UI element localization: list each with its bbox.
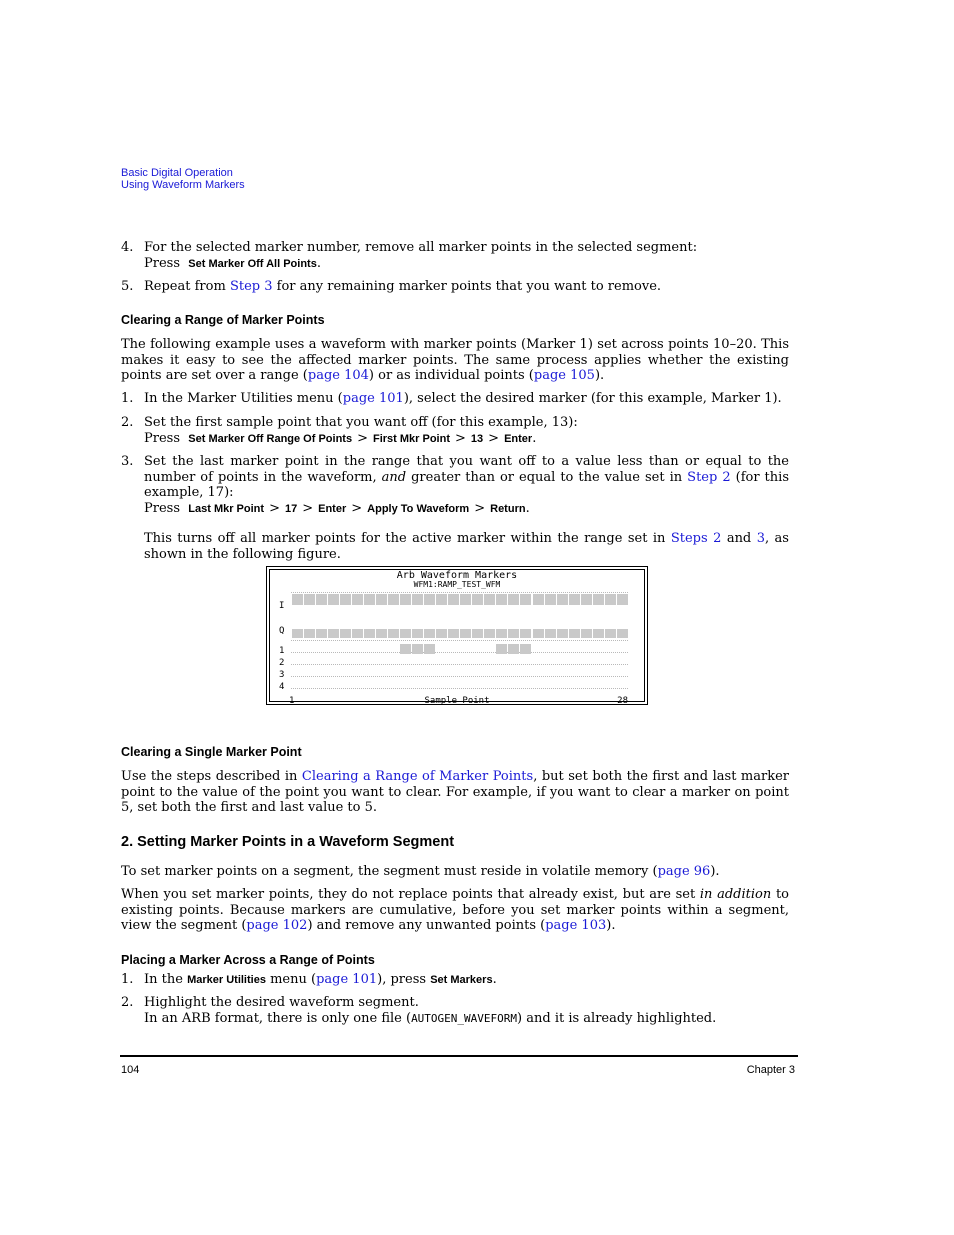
- separator: >: [455, 430, 466, 446]
- marker-1-point: [520, 644, 531, 654]
- q-waveform-cell: [460, 629, 471, 638]
- heading-clearing-range: Clearing a Range of Marker Points: [121, 313, 325, 327]
- grid-line: [291, 688, 628, 689]
- q-waveform-cell: [472, 629, 483, 638]
- grid-line: [291, 592, 628, 593]
- step-text: ), press: [377, 972, 427, 987]
- i-waveform-cell: [328, 594, 339, 605]
- paragraph-text: and: [726, 531, 752, 546]
- i-waveform-cell: [448, 594, 459, 605]
- grid-line: [291, 652, 628, 653]
- marker-1-point: [508, 644, 519, 654]
- q-waveform-cell: [533, 629, 544, 638]
- i-waveform-cell: [436, 594, 447, 605]
- step-subtext: [144, 1011, 789, 1027]
- step-number: 4.: [121, 240, 134, 255]
- grid-line: [291, 640, 628, 641]
- heading-placing-marker: Placing a Marker Across a Range of Points: [121, 953, 375, 967]
- page-101-link[interactable]: page 101: [342, 391, 404, 406]
- section-2-paragraph-2: [121, 887, 789, 934]
- i-waveform-cell: [496, 594, 507, 605]
- period: .: [525, 500, 530, 516]
- row-label-marker-3: 3: [279, 670, 285, 680]
- softkey-value: 13: [470, 432, 484, 445]
- paragraph-text: ) and remove any unwanted points (: [307, 918, 546, 934]
- grid-line: [291, 676, 628, 677]
- separator: >: [474, 500, 486, 516]
- paragraph-text: ).: [594, 368, 605, 384]
- step-text: menu (: [270, 972, 317, 987]
- step-text: In an ARB format, there is only one file (: [144, 1010, 412, 1026]
- emphasis: in addition: [699, 887, 772, 902]
- period: .: [492, 972, 497, 987]
- row-label-marker-4: 4: [279, 682, 285, 692]
- q-waveform-cell: [340, 629, 351, 638]
- emphasis: and: [381, 469, 407, 485]
- row-label-marker-1: 1: [279, 646, 285, 656]
- softkey-enter: Enter: [504, 432, 533, 445]
- i-waveform-cell: [472, 594, 483, 605]
- press-line: [144, 501, 789, 518]
- i-waveform-cell: [412, 594, 423, 605]
- paragraph-text: Use the steps described in: [121, 769, 298, 784]
- paragraph-text: This turns off all marker points for the active marker within the range set in: [144, 531, 666, 546]
- x-axis-min: 1: [289, 696, 295, 706]
- q-waveform-cell: [436, 629, 447, 638]
- range-step-3: [121, 454, 789, 518]
- range-result-paragraph: [144, 531, 789, 562]
- softkey-set-markers: Set Markers: [430, 974, 493, 986]
- page-105-link[interactable]: page 105: [533, 368, 595, 384]
- step-3-link[interactable]: Step 3: [229, 279, 273, 294]
- i-waveform-cell: [508, 594, 519, 605]
- paragraph-text: To set marker points on a segment, the segment must reside in volatile memory (: [121, 864, 658, 879]
- q-waveform-cell: [400, 629, 411, 638]
- i-waveform-cell: [352, 594, 363, 605]
- row-label-marker-2: 2: [279, 658, 285, 668]
- step-text: For the selected marker number, remove all marker points in the selected segment:: [144, 240, 698, 255]
- q-waveform-cell: [292, 629, 303, 638]
- range-intro-paragraph: [121, 337, 789, 384]
- q-waveform-cell: [388, 629, 399, 638]
- step-text: greater than or equal to the value set in: [411, 469, 683, 485]
- step-text: (for this example, 17):: [144, 469, 789, 501]
- i-waveform-cell: [424, 594, 435, 605]
- i-waveform-cell: [460, 594, 471, 605]
- placing-step-2: [121, 995, 789, 1027]
- row-label-q: Q: [279, 626, 285, 636]
- q-waveform-cell: [304, 629, 315, 638]
- step-4: [121, 240, 789, 272]
- q-waveform-cell: [617, 629, 628, 638]
- softkey-apply-to-waveform: Apply To Waveform: [367, 502, 470, 515]
- heading-clearing-single: Clearing a Single Marker Point: [121, 745, 302, 759]
- q-waveform-cell: [545, 629, 556, 638]
- paragraph-text: ).: [710, 864, 720, 879]
- section-2-paragraph-1: [121, 864, 789, 880]
- placing-step-1: [121, 972, 789, 988]
- q-waveform-cell: [364, 629, 375, 638]
- softkey-value: 17: [284, 502, 298, 515]
- q-waveform-cell: [508, 629, 519, 638]
- softkey-last-mkr-point: Last Mkr Point: [188, 502, 265, 515]
- range-step-1: [121, 391, 789, 407]
- steps-2-link[interactable]: Steps 2: [670, 531, 722, 546]
- range-step-2: [121, 415, 789, 447]
- page-102-link[interactable]: page 102: [246, 918, 308, 934]
- i-waveform-cell: [557, 594, 568, 605]
- separator: >: [269, 500, 280, 516]
- paragraph-text: to existing points. Because markers are cumulative, before you set marker points within a segment, view the segment (: [121, 887, 789, 934]
- paragraph-text: ).: [606, 918, 616, 934]
- q-waveform-cell: [593, 629, 604, 638]
- page-number: 104: [121, 1064, 140, 1076]
- page-101-link[interactable]: page 101: [316, 972, 378, 987]
- press-label: Press: [144, 255, 180, 271]
- separator: >: [351, 500, 363, 516]
- step-text: In the: [144, 972, 183, 987]
- marker-1-point: [400, 644, 411, 654]
- step-text: ), select the desired marker (for this example, Marker 1).: [403, 391, 782, 406]
- softkey-set-marker-off-range: Set Marker Off Range Of Points: [188, 432, 353, 445]
- marker-1-point: [424, 644, 435, 654]
- step-text: Highlight the desired waveform segment.: [144, 995, 419, 1010]
- q-waveform-cell: [557, 629, 568, 638]
- i-waveform-cell: [388, 594, 399, 605]
- i-waveform-cell: [376, 594, 387, 605]
- grid-line: [291, 664, 628, 665]
- i-waveform-cell: [292, 594, 303, 605]
- i-waveform-cell: [581, 594, 592, 605]
- press-label: Press: [144, 430, 180, 446]
- press-line: Press Set Marker Off All Points.: [144, 255, 321, 271]
- press-line: [144, 431, 789, 448]
- i-waveform-cell: [569, 594, 580, 605]
- step-number: 2.: [121, 415, 134, 430]
- step-text: Set the last marker point in the range that you want off to a value less than or equal to the number of points in the waveform,: [144, 454, 789, 485]
- q-waveform-cell: [496, 629, 507, 638]
- figure-title: Arb Waveform Markers: [396, 570, 518, 581]
- step-number: 5.: [121, 279, 134, 294]
- step-number: 2.: [121, 995, 134, 1010]
- q-waveform-cell: [412, 629, 423, 638]
- page-104-link[interactable]: page 104: [307, 368, 369, 384]
- step-3-link[interactable]: 3: [756, 531, 765, 546]
- x-axis-max: 28: [617, 696, 628, 706]
- q-waveform-cell: [424, 629, 435, 638]
- paragraph-text: , as shown in the following figure.: [144, 531, 789, 562]
- step-number: 1.: [121, 391, 134, 406]
- page-96-link[interactable]: page 96: [657, 864, 711, 879]
- step-2-link[interactable]: Step 2: [687, 469, 731, 485]
- separator: >: [488, 430, 500, 446]
- running-header: [121, 167, 245, 191]
- i-waveform-cell: [520, 594, 531, 605]
- arb-waveform-markers-figure: [266, 566, 648, 705]
- i-waveform-cell: [400, 594, 411, 605]
- step-number: 3.: [121, 454, 134, 469]
- paragraph-text: The following example uses a waveform with marker points (Marker 1) set across points 10–20. This makes it easy to see the affected marker points. The same process applies whether the existing points are set over a range (: [121, 337, 789, 384]
- q-waveform-cell: [581, 629, 592, 638]
- softkey-marker-utilities: Marker Utilities: [187, 974, 266, 986]
- separator: >: [357, 430, 368, 446]
- q-waveform-cell: [569, 629, 580, 638]
- i-waveform-cell: [304, 594, 315, 605]
- i-waveform-cell: [593, 594, 604, 605]
- paragraph-text: ) or as individual points (: [368, 368, 534, 384]
- header-subsection-link[interactable]: Using Waveform Markers: [121, 179, 245, 191]
- page-103-link[interactable]: page 103: [545, 918, 607, 934]
- softkey-first-mkr-point: First Mkr Point: [372, 432, 450, 445]
- marker-1-point: [496, 644, 507, 654]
- header-section-link[interactable]: Basic Digital Operation: [121, 167, 233, 179]
- figure-screen: [269, 569, 645, 706]
- i-waveform-cell: [533, 594, 544, 605]
- clearing-range-link[interactable]: Clearing a Range of Marker Points: [301, 769, 534, 784]
- single-paragraph: [121, 769, 789, 816]
- q-waveform-cell: [448, 629, 459, 638]
- q-waveform-cell: [484, 629, 495, 638]
- x-axis-label: Sample Point: [424, 696, 490, 706]
- section-2-heading: 2. Setting Marker Points in a Waveform Segment: [121, 834, 455, 850]
- i-waveform-cell: [617, 594, 628, 605]
- softkey-set-marker-off-all: Set Marker Off All Points: [188, 257, 317, 270]
- softkey-return: Return: [490, 502, 526, 515]
- step-number: 1.: [121, 972, 134, 987]
- i-waveform-cell: [316, 594, 327, 605]
- filename-code: AUTOGEN_WAVEFORM: [411, 1011, 518, 1025]
- step-text: Set the first sample point that you want off (for this example, 13):: [144, 415, 578, 430]
- q-waveform-cell: [328, 629, 339, 638]
- step-text: for any remaining marker points that you want to remove.: [276, 279, 662, 294]
- i-waveform-cell: [340, 594, 351, 605]
- q-waveform-cell: [605, 629, 616, 638]
- step-text: Repeat from: [144, 279, 226, 294]
- period: .: [532, 430, 537, 446]
- step-5: [121, 279, 789, 295]
- separator: >: [302, 500, 314, 516]
- paragraph-text: , but set both the first and last marker point to the value of the point you want to clear. For example, if you want to clear a marker on point 5, set both the first and last value to 5.: [121, 769, 789, 816]
- i-waveform-cell: [364, 594, 375, 605]
- q-waveform-cell: [316, 629, 327, 638]
- q-waveform-cell: [376, 629, 387, 638]
- row-label-i: I: [279, 601, 285, 611]
- q-waveform-cell: [520, 629, 531, 638]
- figure-subtitle: WFM1:RAMP_TEST_WFM: [413, 580, 501, 589]
- i-waveform-cell: [545, 594, 556, 605]
- softkey-enter: Enter: [318, 502, 347, 515]
- marker-1-point: [412, 644, 423, 654]
- chapter-label: Chapter 3: [746, 1064, 795, 1076]
- i-waveform-cell: [484, 594, 495, 605]
- step-text: ) and it is already highlighted.: [517, 1010, 717, 1026]
- press-label: Press: [144, 500, 180, 516]
- paragraph-text: When you set marker points, they do not replace points that already exist, but are set: [121, 887, 696, 902]
- footer-rule: [120, 1055, 798, 1057]
- step-text: In the Marker Utilities menu (: [144, 391, 343, 406]
- q-waveform-cell: [352, 629, 363, 638]
- i-waveform-cell: [605, 594, 616, 605]
